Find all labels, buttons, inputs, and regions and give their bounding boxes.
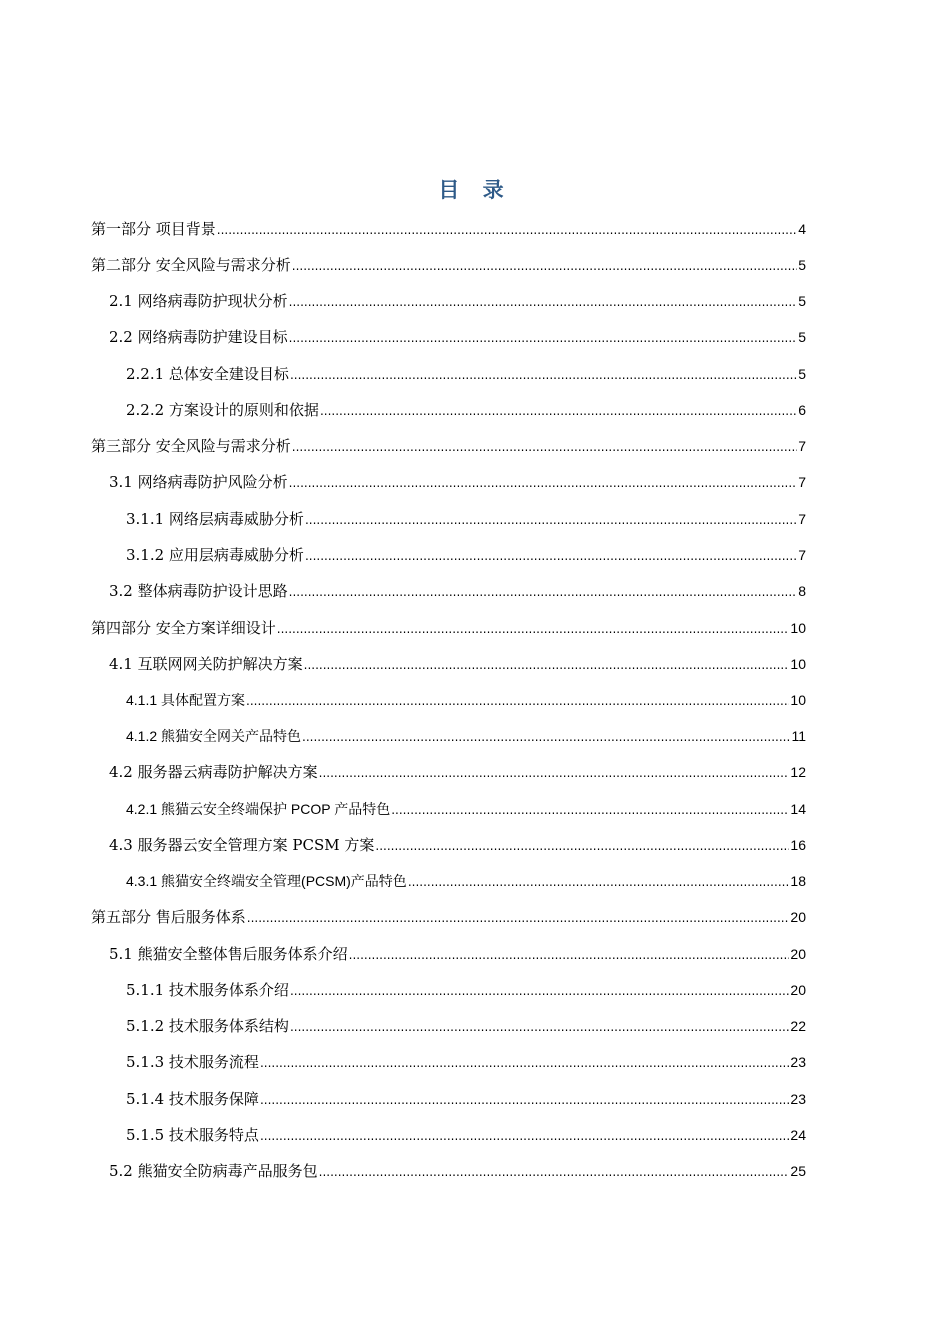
toc-entry-label: 5.1 熊猫安全整体售后服务体系介绍 <box>109 945 348 963</box>
toc-entry[interactable] <box>91 217 806 241</box>
toc-entry[interactable] <box>126 507 806 531</box>
toc-entry-page: 7 <box>798 511 806 527</box>
toc-entry-label: 5.1.3 技术服务流程 <box>126 1053 259 1071</box>
toc-entry-page: 20 <box>790 982 806 998</box>
dot-leader <box>217 218 797 242</box>
toc-entry[interactable] <box>91 905 806 929</box>
toc-entry-page: 11 <box>791 728 806 744</box>
toc-entry-label: 2.2 网络病毒防护建设目标 <box>109 328 288 346</box>
dot-leader <box>277 617 790 641</box>
toc-entry[interactable] <box>126 978 806 1002</box>
toc-entry-page: 7 <box>798 438 806 454</box>
toc-entry[interactable] <box>109 470 806 494</box>
toc-entry-label: 4.3.1 熊猫安全终端安全管理(PCSM)产品特色 <box>126 873 407 889</box>
dot-leader <box>305 508 797 532</box>
dot-leader <box>260 1051 789 1075</box>
toc-entry-page: 12 <box>790 764 806 780</box>
toc-entry-page: 10 <box>790 620 806 636</box>
toc-entry-label: 5.1.4 技术服务保障 <box>126 1090 259 1108</box>
dot-leader <box>375 834 789 858</box>
dot-leader <box>319 1160 790 1184</box>
toc-entry-label: 4.1 互联网网关防护解决方案 <box>109 655 303 673</box>
toc-entry[interactable] <box>109 833 806 857</box>
toc-entry[interactable] <box>91 253 806 277</box>
toc-entry-label: 5.1.5 技术服务特点 <box>126 1126 259 1144</box>
dot-leader <box>349 943 790 967</box>
toc-entry-page: 18 <box>790 873 806 889</box>
toc-entry[interactable] <box>126 398 806 422</box>
toc-entry[interactable] <box>126 1050 806 1074</box>
toc-entry[interactable] <box>109 579 806 603</box>
toc-entry-page: 10 <box>790 656 806 672</box>
toc-entry[interactable] <box>126 1123 806 1147</box>
toc-entry-page: 8 <box>798 583 806 599</box>
dot-leader <box>290 1015 789 1039</box>
toc-entry-page: 7 <box>798 474 806 490</box>
toc-entry-page: 6 <box>798 402 806 418</box>
dot-leader <box>289 471 798 495</box>
toc-entry-page: 20 <box>790 909 806 925</box>
toc-entry-page: 7 <box>798 547 806 563</box>
dot-leader <box>290 363 797 387</box>
toc-entry-page: 5 <box>798 329 806 345</box>
toc-entry-label: 5.1.1 技术服务体系介绍 <box>126 981 289 999</box>
toc-entry-label: 4.2.1 熊猫云安全终端保护 PCOP 产品特色 <box>126 801 391 817</box>
toc-entry-page: 14 <box>790 801 806 817</box>
toc-entry-label: 4.3 服务器云安全管理方案 PCSM 方案 <box>109 836 375 854</box>
toc-entry[interactable] <box>126 362 806 386</box>
toc-entry[interactable] <box>126 1014 806 1038</box>
toc-entry[interactable] <box>126 688 806 712</box>
dot-leader <box>292 435 797 459</box>
toc-entry[interactable] <box>126 543 806 567</box>
dot-leader <box>260 1124 789 1148</box>
dot-leader <box>391 798 789 822</box>
toc-entry-label: 2.2.2 方案设计的原则和依据 <box>126 401 319 419</box>
toc-entry[interactable] <box>109 942 806 966</box>
dot-leader <box>292 254 797 278</box>
toc-entry-page: 5 <box>798 366 806 382</box>
toc-entry-label: 2.2.1 总体安全建设目标 <box>126 365 289 383</box>
toc-entry-label: 3.1 网络病毒防护风险分析 <box>109 473 288 491</box>
toc-entry-label: 4.1.2 熊猫安全网关产品特色 <box>126 728 302 744</box>
dot-leader <box>247 906 790 930</box>
toc-entry[interactable] <box>109 760 806 784</box>
toc-entry[interactable] <box>109 325 806 349</box>
toc-entry-label: 3.2 整体病毒防护设计思路 <box>109 582 288 600</box>
toc-entry-label: 第五部分 售后服务体系 <box>91 908 246 926</box>
toc-entry[interactable] <box>126 1087 806 1111</box>
toc-entry-label: 4.1.1 具体配置方案 <box>126 692 246 708</box>
toc-entry[interactable] <box>126 797 806 821</box>
toc-entry-page: 20 <box>790 946 806 962</box>
toc-entry-label: 3.1.1 网络层病毒威胁分析 <box>126 510 304 528</box>
toc-entry[interactable] <box>126 869 806 893</box>
dot-leader <box>408 870 790 894</box>
toc-entry-label: 5.2 熊猫安全防病毒产品服务包 <box>109 1162 318 1180</box>
toc-entry-label: 第三部分 安全风险与需求分析 <box>91 437 291 455</box>
dot-leader <box>290 979 789 1003</box>
dot-leader <box>289 580 798 604</box>
toc-entry-label: 第四部分 安全方案详细设计 <box>91 619 276 637</box>
toc-entry-page: 24 <box>790 1127 806 1143</box>
toc-entry[interactable] <box>91 616 806 640</box>
dot-leader <box>260 1088 789 1112</box>
toc-entry-label: 3.1.2 应用层病毒威胁分析 <box>126 546 304 564</box>
toc-entry-page: 16 <box>790 837 806 853</box>
toc-entry-label: 4.2 服务器云病毒防护解决方案 <box>109 763 318 781</box>
toc-entry-label: 第二部分 安全风险与需求分析 <box>91 256 291 274</box>
dot-leader <box>289 326 798 350</box>
dot-leader <box>305 544 797 568</box>
toc-entry[interactable] <box>109 652 806 676</box>
toc-entry-label: 2.1 网络病毒防护现状分析 <box>109 292 288 310</box>
toc-entry[interactable] <box>126 724 806 748</box>
dot-leader <box>320 399 797 423</box>
toc-entry-label: 第一部分 项目背景 <box>91 220 216 238</box>
dot-leader <box>246 689 789 713</box>
toc-entry[interactable] <box>91 434 806 458</box>
toc-entry-label: 5.1.2 技术服务体系结构 <box>126 1017 289 1035</box>
toc-entry-page: 5 <box>798 293 806 309</box>
dot-leader <box>319 761 790 785</box>
dot-leader <box>304 653 790 677</box>
toc-entry-page: 10 <box>790 692 806 708</box>
dot-leader <box>289 290 798 314</box>
toc-entry-page: 23 <box>790 1091 806 1107</box>
toc-entry-page: 23 <box>790 1054 806 1070</box>
toc-entry[interactable] <box>109 289 806 313</box>
toc-entry-page: 25 <box>790 1163 806 1179</box>
toc-entry[interactable] <box>109 1159 806 1183</box>
toc-title: 目 录 <box>438 177 512 202</box>
toc-entry-page: 5 <box>798 257 806 273</box>
toc-entry-page: 4 <box>798 221 806 237</box>
dot-leader <box>302 725 790 749</box>
toc-entry-page: 22 <box>790 1018 806 1034</box>
